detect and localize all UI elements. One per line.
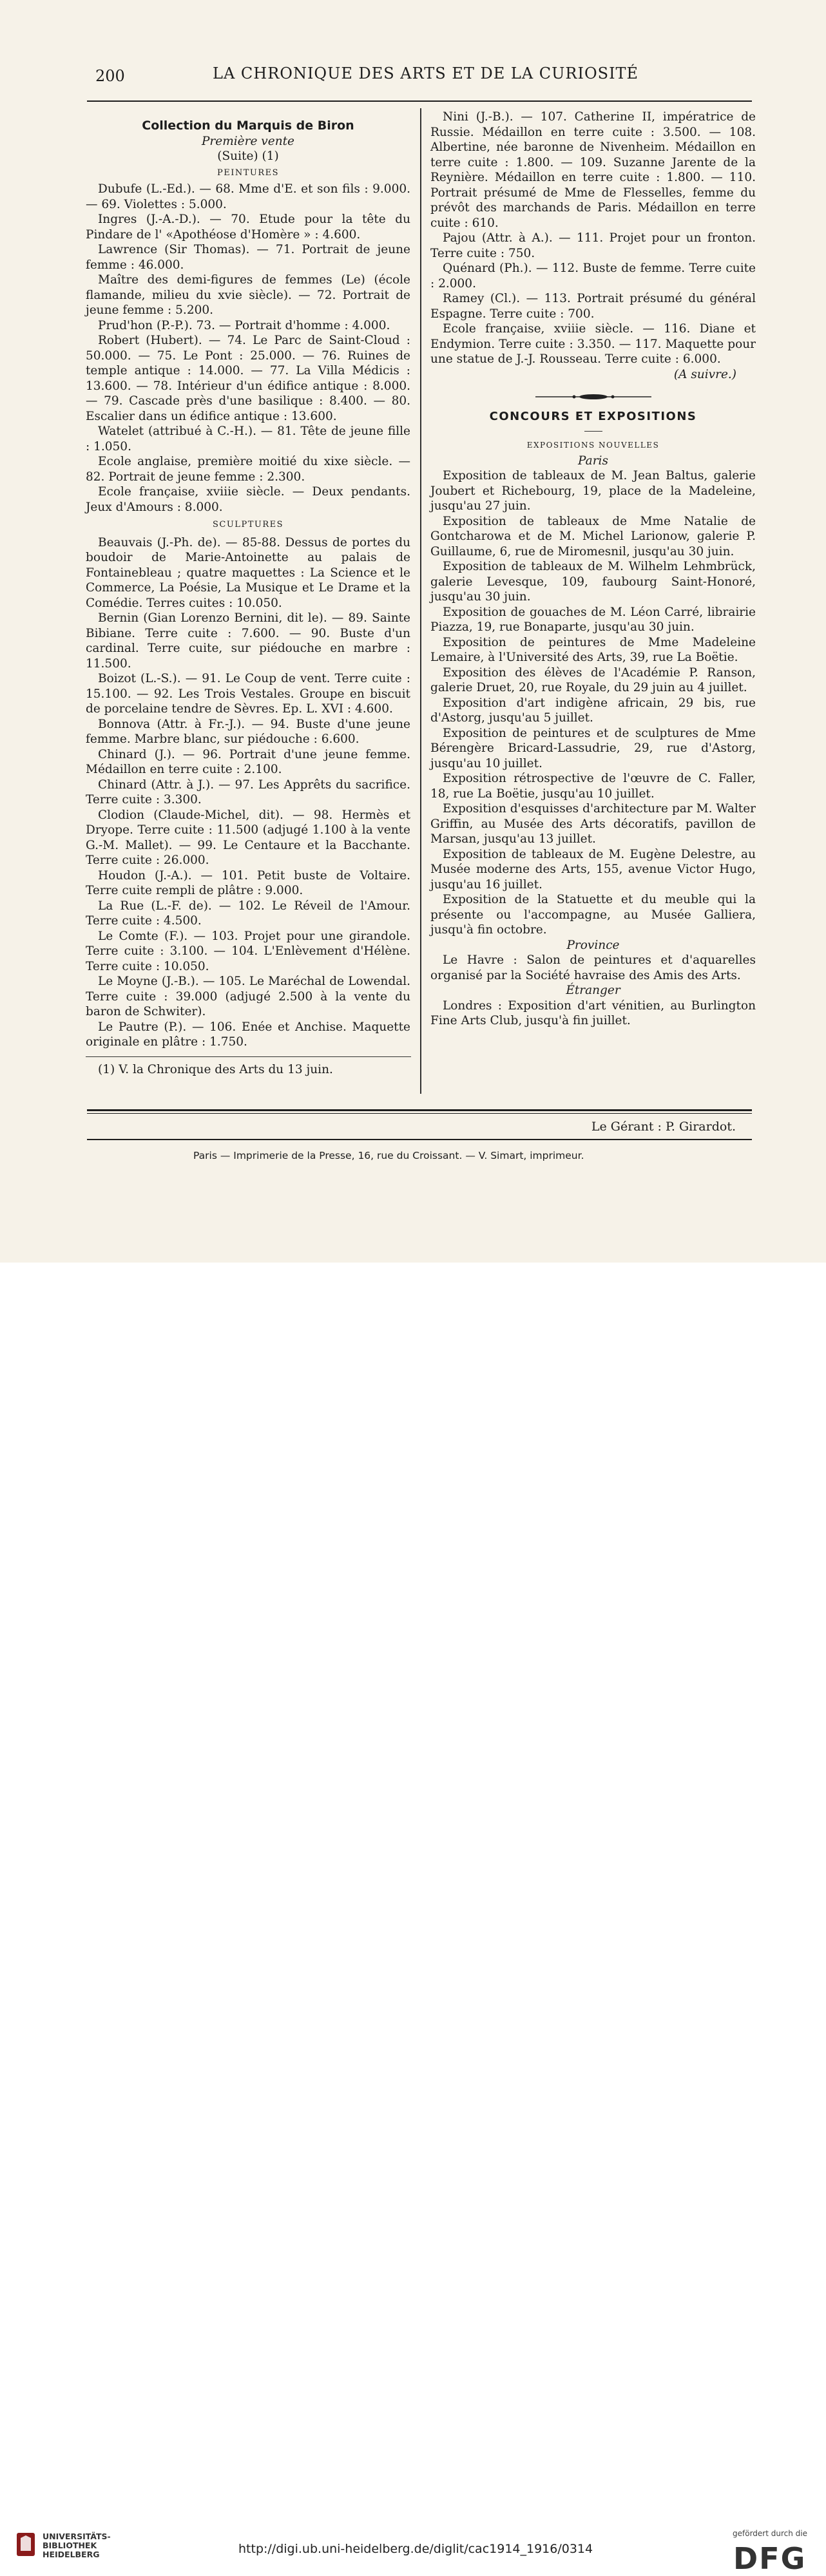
sculpture-entry: Ramey (Cl.). — 113. Portrait présumé du général Espagne. Terre cuite : 700.	[430, 292, 756, 321]
section-sculptures: SCULPTURES	[213, 520, 283, 530]
header-rule	[87, 100, 752, 102]
library-seal-icon	[15, 2532, 36, 2557]
sculpture-entry: Chinard (J.). — 96. Portrait d'une jeune femme. Médaillon en terre cuite : 2.100.	[86, 747, 410, 776]
etranger-entry: Londres : Exposition d'art vénitien, au Burlington Fine Arts Club, jusqu'à fin juillet.	[430, 998, 756, 1027]
bottom-rule-1	[87, 1109, 752, 1111]
bottom-rule-2	[87, 1113, 752, 1114]
heading-etranger: Étranger	[566, 984, 620, 997]
exposition-entry: Exposition de peintures et de sculptures de Mme Bérengère Bricard-Lassudrie, 29, rue d'Astorg, jusqu'au 10 juillet.	[430, 726, 756, 770]
left-column	[86, 116, 410, 1078]
painting-entry: Lawrence (Sir Thomas). — 71. Portrait de jeune femme : 46.000.	[86, 243, 410, 272]
footnote: (1) V. la Chronique des Arts du 13 juin.	[98, 1063, 333, 1076]
sculpture-entry: Nini (J.-B.). — 107. Catherine II, impératrice de Russie. Médaillon en terre cuite : 3.500. — 108. Albertine, née baronne de Nivenheim. Médaillon en terre cuite : 1.800. — 109. Suzanne Jarente de la Reynière. Médaillon en terre cuite : 1.800. — 110. Portrait présumé de Mme de Flesselles, femme du prévôt des marchands de Paris. Médaillon en terre cuite : 610.	[430, 110, 756, 230]
sculpture-entry: Clodion (Claude-Michel, dit). — 98. Hermès et Dryope. Terre cuite : 11.500 (adjugé 1.100 à la vente G.-M. Mallet). — 99. Le Centaure et la Bacchante. Terre cuite : 26.000.	[86, 808, 410, 867]
scanned-page	[0, 0, 826, 1263]
sculpture-entry: Chinard (Attr. à J.). — 97. Les Apprêts du sacrifice. Terre cuite : 3.300.	[86, 778, 410, 806]
exposition-entry: Exposition d'esquisses d'architecture par M. Walter Griffin, au Musée des Arts décoratifs, pavillon de Marsan, jusqu'au 13 juillet.	[430, 802, 756, 846]
painting-entry: Prud'hon (P.-P.). 73. — Portrait d'homme : 4.000.	[98, 318, 390, 332]
ornament-icon	[535, 394, 651, 400]
exposition-entry: Exposition des élèves de l'Académie P. Ranson, galerie Druet, 20, rue Royale, du 29 juin au 4 juillet.	[430, 665, 756, 694]
collection-title: Collection du Marquis de Biron	[142, 119, 354, 133]
column-divider	[420, 108, 421, 1094]
painting-entry: Ingres (J.-A.-D.). — 70. Etude pour la tête du Pindare de l' «Apothéose d'Homère » : 4.600.	[86, 213, 410, 242]
section-title: CONCOURS ET EXPOSITIONS	[489, 410, 697, 423]
sculpture-entry: Le Comte (F.). — 103. Projet pour une girandole. Terre cuite : 3.100. — 104. L'Enlèvement d'Hélène. Terre cuite : 10.050.	[86, 929, 410, 973]
exposition-entry: Exposition de gouaches de M. Léon Carré, librairie Piazza, 19, rue Bonaparte, jusqu'au 30 juin.	[430, 605, 756, 634]
collection-suite: (Suite) (1)	[217, 149, 279, 163]
exposition-entry: Exposition de tableaux de M. Wilhelm Lehmbrück, galerie Levesque, 109, faubourg Saint-Honoré, jusqu'au 30 juin.	[430, 560, 756, 604]
sculpture-entry: Boizot (L.-S.). — 91. Le Coup de vent. Terre cuite : 15.100. — 92. Les Trois Vestales. Groupe en biscuit de porcelaine tendre de Sèvres. Ep. L. XVI : 4.600.	[86, 672, 410, 716]
short-rule	[584, 431, 602, 432]
page-number: 200	[95, 67, 125, 85]
sculpture-entry: Houdon (J.-A.). — 101. Petit buste de Voltaire. Terre cuite rempli de plâtre : 9.000.	[86, 868, 410, 897]
dfg-logo: DFG	[733, 2541, 807, 2576]
sculpture-entry: Bernin (Gian Lorenzo Bernini, dit le). — 89. Sainte Bibiane. Terre cuite : 7.600. — 90. Buste d'un cardinal. Terre cuite, sur piédouche en marbre : 11.500.	[86, 611, 410, 671]
sculpture-entry: Bonnova (Attr. à Fr.-J.). — 94. Buste d'une jeune femme. Marbre blanc, sur piédouche : 6.600.	[86, 717, 410, 746]
heading-province: Province	[566, 938, 620, 952]
sculptures-list	[86, 535, 410, 1050]
gerant-line: Le Gérant : P. Girardot.	[591, 1120, 736, 1134]
footnote-rule	[86, 1056, 411, 1058]
exposition-entry: Exposition de tableaux de M. Eugène Delestre, au Musée moderne des Arts, 155, avenue Victor Hugo, jusqu'au 16 juillet.	[430, 847, 756, 892]
ornament-divider	[430, 394, 756, 400]
collection-subtitle: Première vente	[201, 134, 295, 148]
exposition-entry: Exposition d'art indigène africain, 29 bis, rue d'Astorg, jusqu'au 5 juillet.	[430, 696, 756, 725]
right-column	[430, 110, 756, 1029]
sculpture-entry: Quénard (Ph.). — 112. Buste de femme. Terre cuite : 2.000.	[430, 262, 756, 291]
sculpture-entry: Le Moyne (J.-B.). — 105. Le Maréchal de Lowendal. Terre cuite : 39.000 (adjugé 2.500 à la vente du baron de Schwiter).	[86, 975, 410, 1018]
painting-entry: Maître des demi-figures de femmes (Le) (école flamande, milieu du xvie siècle). — 72. Portrait de jeune femme : 5.200.	[86, 273, 410, 317]
exposition-entry: Exposition de tableaux de Mme Natalie de Gontcharowa et de M. Michel Larionow, galerie P. Guillaume, 6, rue de Miromesnil, jusqu'au 30 juin.	[430, 514, 756, 558]
sculpture-entry: Pajou (Attr. à A.). — 111. Projet pour un fronton. Terre cuite : 750.	[430, 231, 756, 260]
painting-entry: Ecole anglaise, première moitié du xixe siècle. — 82. Portrait de jeune femme : 2.300.	[86, 455, 410, 484]
sculpture-entry: Beauvais (J.-Ph. de). — 85-88. Dessus de portes du boudoir de Marie-Antoinette au palais de Fontainebleau ; quatre maquettes : La Science et le Commerce, La Poésie, La Musique et Le Drame et la Comédie. Terres cuites : 10.050.	[86, 535, 410, 610]
section-paintings: PEINTURES	[216, 167, 280, 178]
a-suivre: (A suivre.)	[673, 367, 736, 381]
library-name: UNIVERSITÄTS- BIBLIOTHEK HEIDELBERG	[43, 2532, 111, 2559]
sculpture-entry: Ecole française, xviiie siècle. — 116. Diane et Endymion. Terre cuite : 3.350. — 117. Maquette pour une statue de J.-J. Rousseau. Terre cuite : 6.000.	[430, 322, 756, 366]
sculpture-entry: Le Pautre (P.). — 106. Enée et Anchise. Maquette originale en plâtre : 1.750.	[86, 1020, 410, 1049]
painting-entry: Ecole française, xviiie siècle. — Deux pendants. Jeux d'Amours : 8.000.	[86, 485, 410, 514]
imprint-rule	[87, 1139, 752, 1140]
paintings-list	[86, 182, 410, 515]
exposition-entry: Exposition de peintures de Mme Madeleine Lemaire, à l'Université des Arts, 39, rue La Boëtie.	[430, 635, 756, 664]
painting-entry: Robert (Hubert). — 74. Le Parc de Saint-Cloud : 50.000. — 75. Le Pont : 25.000. — 76. Ruines de temple antique : 14.000. — 77. La Villa Médicis : 13.600. — 78. Intérieur d'un édifice antique : 8.000. — 79. Cascade près d'une basilique : 8.400. — 80. Escalier dans un édifice antique : 13.600.	[86, 334, 410, 423]
continued-list	[430, 110, 756, 367]
exposition-entry: Exposition rétrospective de l'œuvre de C. Faller, 18, rue La Boëtie, jusqu'au 10 juillet.	[430, 772, 756, 801]
digitization-footer	[0, 1263, 826, 2576]
imprint: Paris — Imprimerie de la Presse, 16, rue du Croissant. — V. Simart, imprimeur.	[193, 1150, 584, 1161]
exposition-entry: Exposition de la Statuette et du meuble qui la présente ou l'accompagne, au Musée Galliera, jusqu'à fin octobre.	[430, 893, 756, 937]
painting-entry: Watelet (attribué à C.-H.). — 81. Tête de jeune fille : 1.050.	[86, 425, 410, 453]
sculpture-entry: La Rue (L.-F. de). — 102. Le Réveil de l'Amour. Terre cuite : 4.500.	[86, 899, 410, 928]
source-url[interactable]: http://digi.ub.uni-heidelberg.de/diglit/cac1914_1916/0314	[238, 2542, 593, 2556]
exposition-entry: Exposition de tableaux de M. Jean Baltus, galerie Joubert et Richebourg, 19, place de la Madeleine, jusqu'au 27 juin.	[430, 469, 756, 513]
expositions-list	[430, 468, 756, 938]
painting-entry: Dubufe (L.-Ed.). — 68. Mme d'E. et son fils : 9.000. — 69. Violettes : 5.000.	[86, 182, 410, 211]
province-entry: Le Havre : Salon de peintures et d'aquarelles organisé par la Société havraise des Amis des Arts.	[430, 953, 756, 982]
heading-paris: Paris	[578, 453, 608, 468]
subsection-title: EXPOSITIONS NOUVELLES	[526, 441, 660, 450]
funded-by: gefördert durch die	[733, 2529, 807, 2538]
running-title: LA CHRONIQUE DES ARTS ET DE LA CURIOSITÉ	[213, 64, 639, 82]
